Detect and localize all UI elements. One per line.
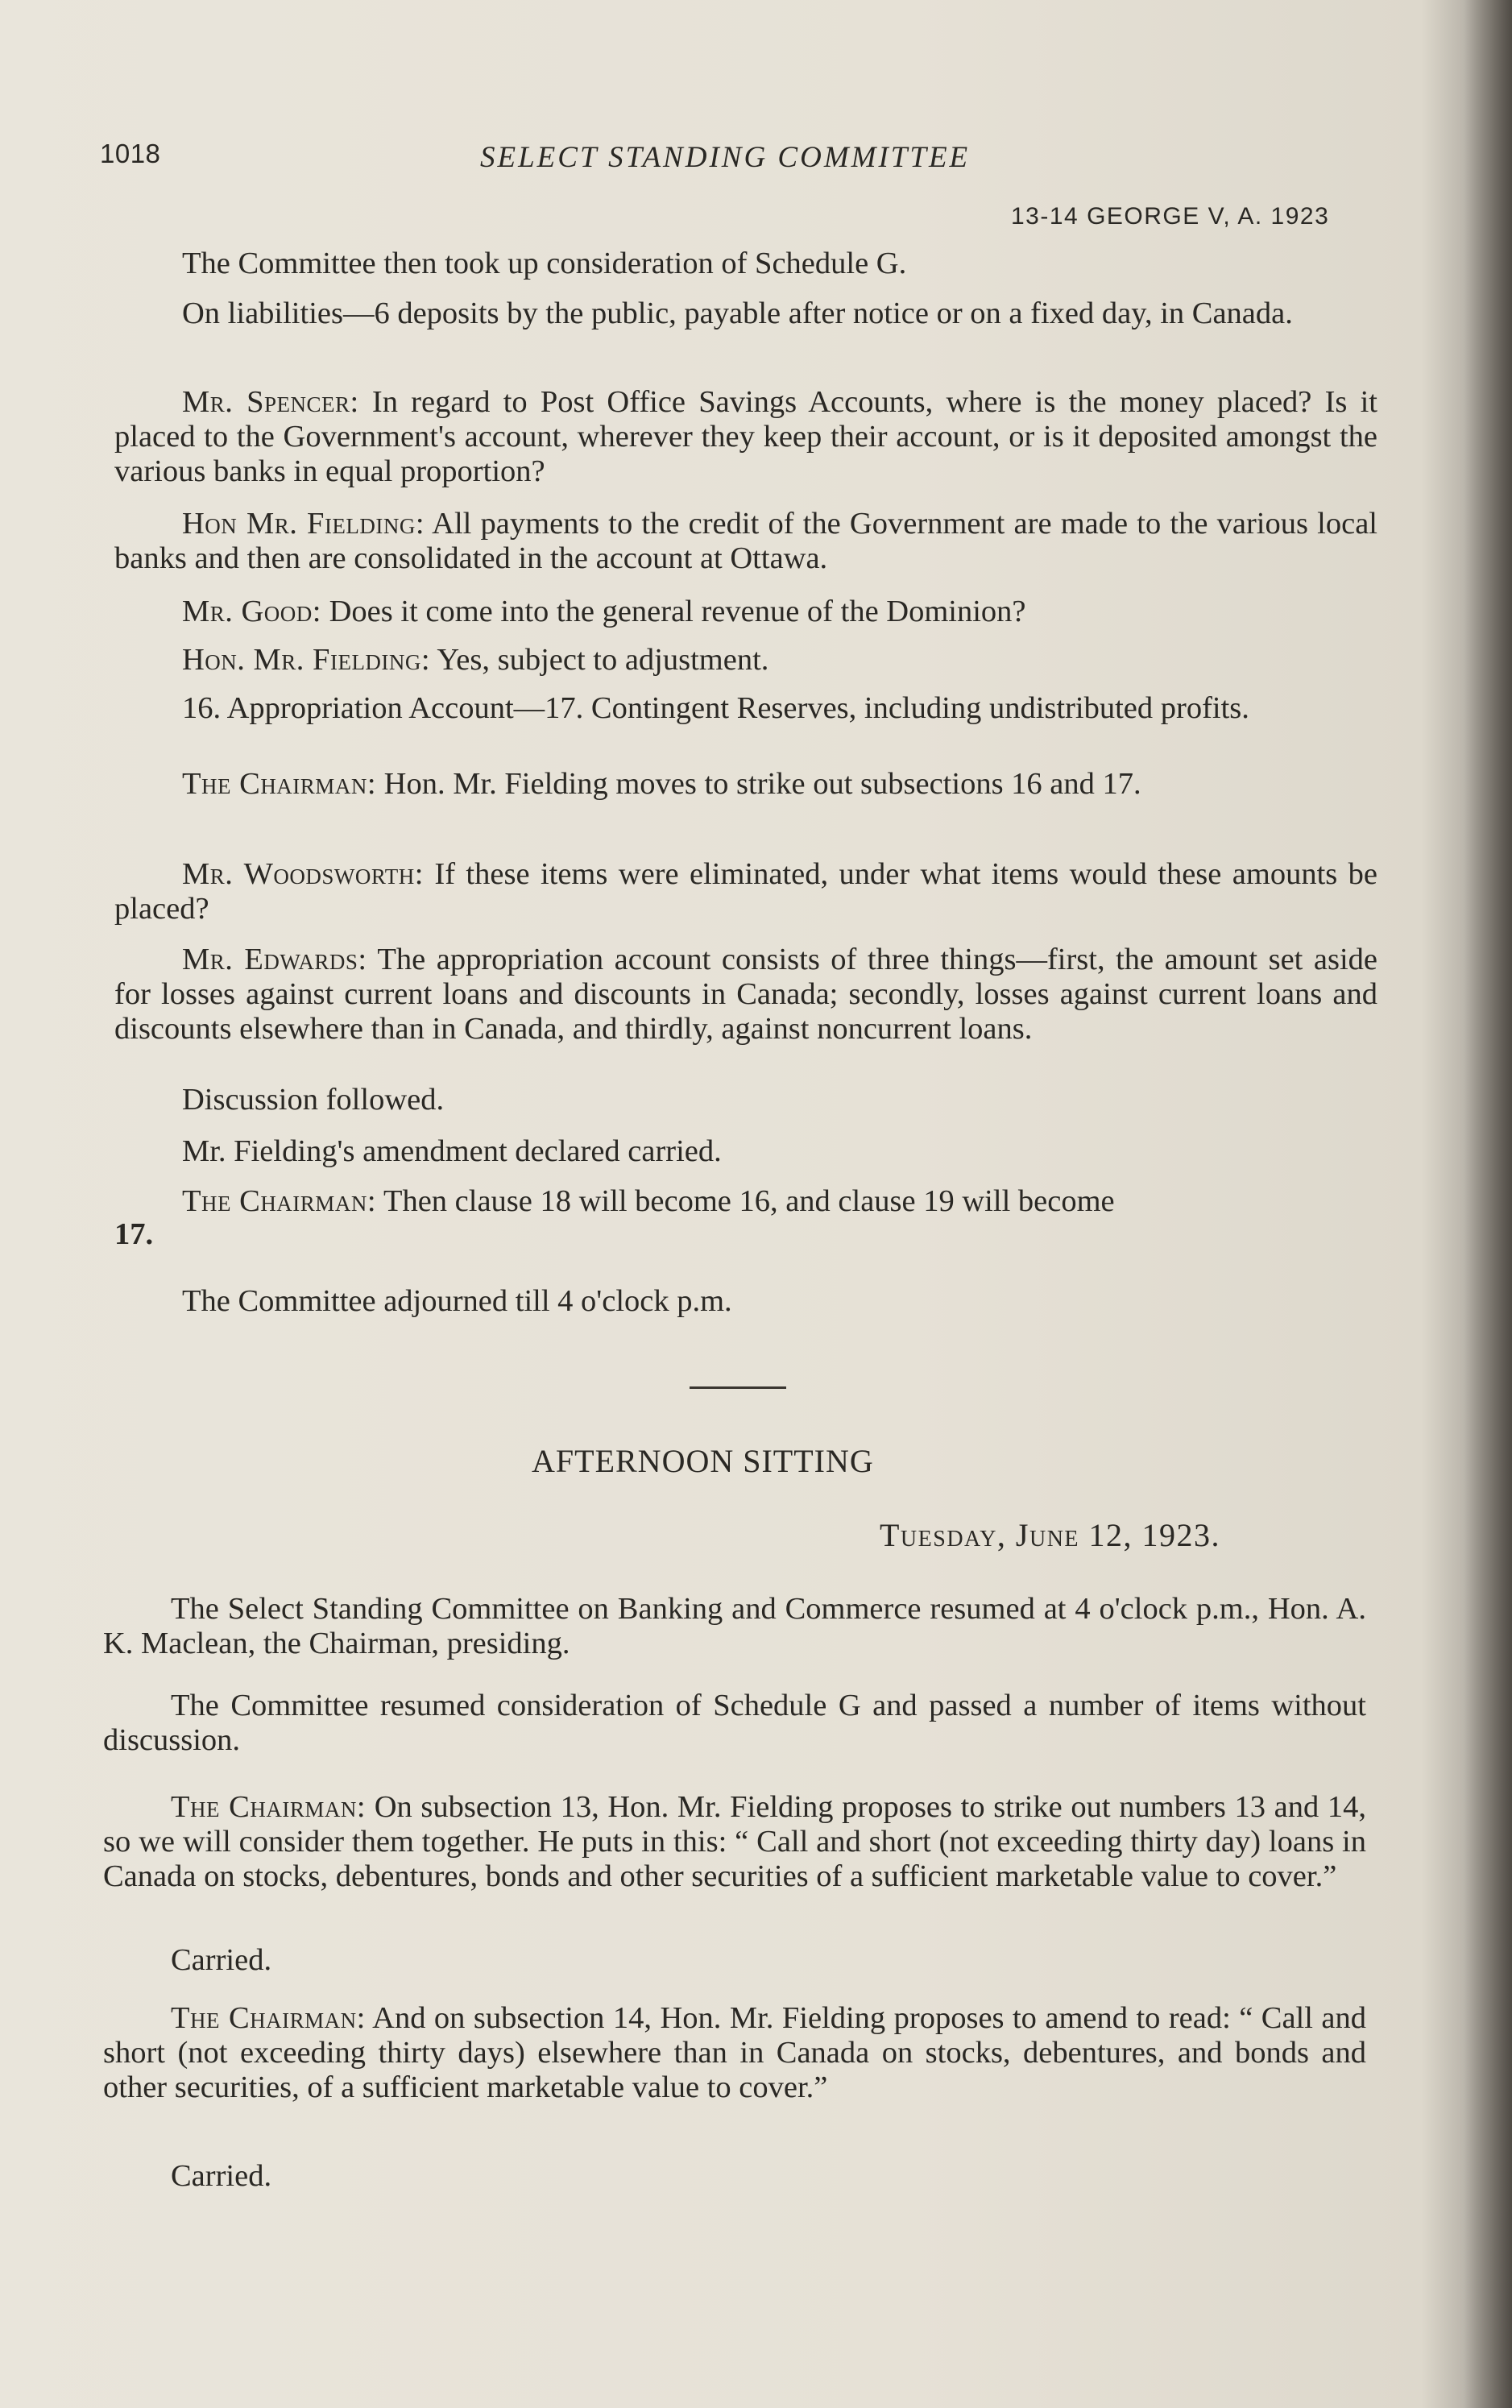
sitting-date: Tuesday, June 12, 1923. xyxy=(880,1517,1221,1553)
speaker-name: Mr. Edwards: xyxy=(182,943,367,976)
speaker-name: Hon Mr. Fielding: xyxy=(182,507,425,541)
paragraph: The Chairman: And on subsection 14, Hon. Mr. Fielding proposes to amend to read: “ Call and short (not exceeding thirty days) elsewhere than in Canada on stocks, debentures, and bonds and other securities, of a sufficient marketable value to cover.” xyxy=(103,2001,1366,2104)
paragraph: The Select Standing Committee on Banking and Commerce resumed at 4 o'clock p.m., Hon. A. K. Maclean, the Chairman, presiding. xyxy=(103,1592,1366,1660)
speaker-name: Hon. Mr. Fielding: xyxy=(182,643,431,677)
paragraph: Discussion followed. xyxy=(182,1083,445,1117)
paragraph: Mr. Woodsworth: If these items were eliminated, under what items would these amounts be placed? xyxy=(114,857,1377,926)
paragraph: The Committee resumed consideration of Schedule G and passed a number of items without discussion. xyxy=(103,1689,1366,1757)
speaker-name: The Chairman: xyxy=(171,2001,366,2035)
paragraph: The Chairman: On subsection 13, Hon. Mr. Fielding proposes to strike out numbers 13 and 14, so we will consider them together. He puts in this: “ Call and short (not exceeding thirty day) loans in Canada on stocks, debentures, bonds and other securities of a sufficient marketable value to cover.” xyxy=(103,1790,1367,1893)
speaker-name: Mr. Spencer: xyxy=(182,385,359,419)
paragraph: Mr. Good: Does it come into the general revenue of the Dominion? xyxy=(182,595,1026,628)
paragraph: Carried. xyxy=(171,2159,272,2193)
clause-number: 17. xyxy=(114,1217,154,1251)
section-divider xyxy=(690,1386,786,1389)
paragraph: Mr. Fielding's amendment declared carried. xyxy=(182,1134,722,1168)
page-number: 1018 xyxy=(100,139,161,168)
speaker-name: Mr. Good: xyxy=(182,595,321,628)
paragraph: Mr. Spencer: In regard to Post Office Savings Accounts, where is the money placed? Is it placed to the Government's account, wherever they keep their account, or is it deposited amongst the various banks in equal proportion? xyxy=(114,385,1377,488)
paragraph: Hon Mr. Fielding: All payments to the credit of the Government are made to the various local banks and then are consolidated in the account at Ottawa. xyxy=(114,507,1377,575)
paragraph: 16. Appropriation Account—17. Contingent Reserves, including undistributed profits. xyxy=(182,691,1249,725)
speaker-name: Mr. Woodsworth: xyxy=(182,857,424,891)
paragraph: The Committee then took up consideration of Schedule G. xyxy=(182,247,907,280)
section-heading: AFTERNOON SITTING xyxy=(532,1443,874,1479)
running-title: SELECT STANDING COMMITTEE xyxy=(480,141,971,174)
binding-shadow xyxy=(1464,0,1512,2408)
paragraph: The Chairman: Hon. Mr. Fielding moves to strike out subsections 16 and 17. xyxy=(182,767,1141,801)
paragraph: On liabilities—6 deposits by the public, payable after notice or on a fixed day, in Canada. xyxy=(182,296,1293,330)
paragraph: Carried. xyxy=(171,1943,272,1977)
paragraph: Mr. Edwards: The appropriation account consists of three things—first, the amount set aside for losses against current loans and discounts in Canada; secondly, losses against current loans and discounts elsewhere than in Canada, and thirdly, against noncurrent loans. xyxy=(114,943,1377,1046)
session-label: 13-14 GEORGE V, A. 1923 xyxy=(1011,203,1330,230)
paragraph: The Committee adjourned till 4 o'clock p.m. xyxy=(182,1284,732,1318)
paragraph: Hon. Mr. Fielding: Yes, subject to adjustment. xyxy=(182,643,769,677)
paragraph: The Chairman: Then clause 18 will become 16, and clause 19 will become xyxy=(182,1184,1115,1218)
speaker-name: The Chairman: xyxy=(171,1790,367,1824)
speaker-name: The Chairman: xyxy=(182,1184,377,1218)
speaker-name: The Chairman: xyxy=(182,767,377,801)
